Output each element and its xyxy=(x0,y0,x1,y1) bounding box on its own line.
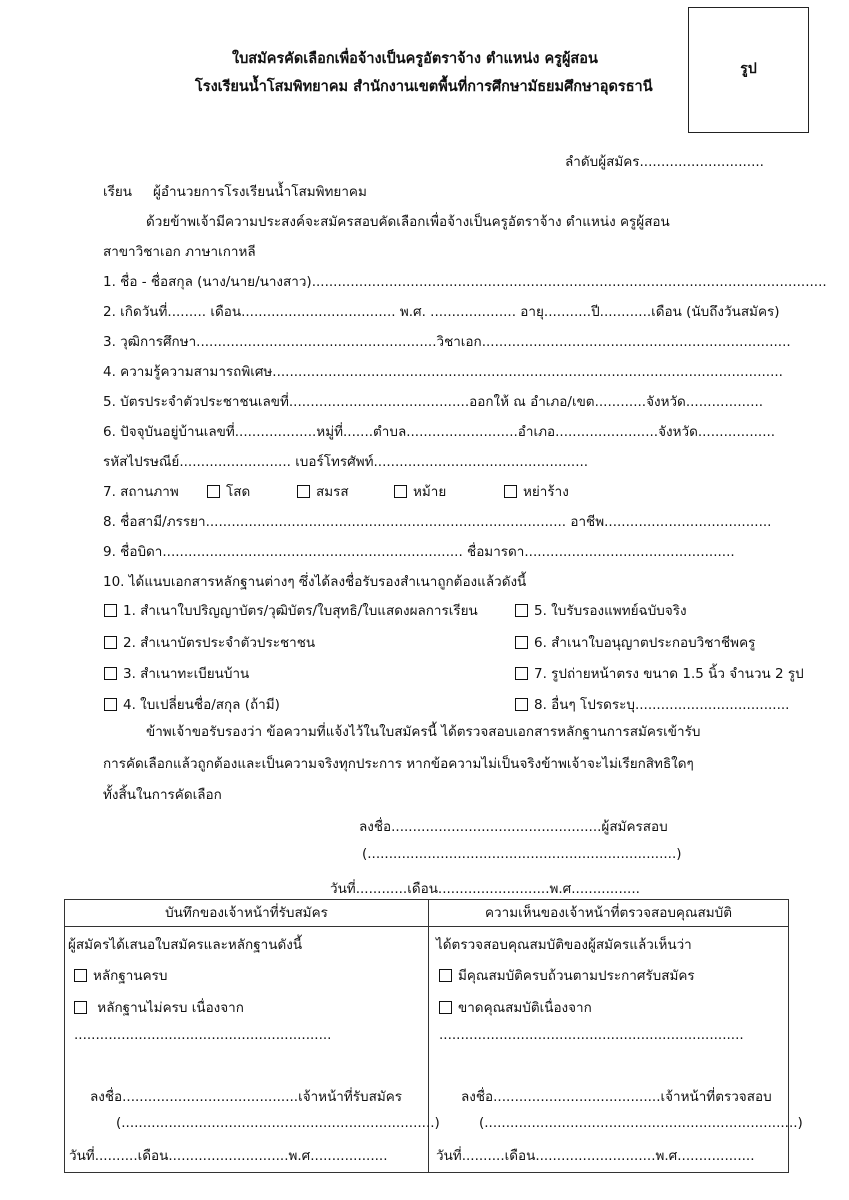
photo-box[interactable] xyxy=(688,7,809,133)
salutation-label: เรียน xyxy=(103,184,133,200)
applicant-printed-name[interactable]: (........................................................................) xyxy=(362,846,682,862)
form-title-line1: ใบสมัครคัดเลือกเพื่อจ้างเป็นครูอัตราจ้าง ตำแหน่ง ครูผู้สอน xyxy=(232,51,598,67)
checkbox-icon[interactable] xyxy=(394,485,407,498)
document-label: 1. สำเนาใบปริญญาบัตร/วุฒิบัตร/ใบสุทธิ/ใบแสดงผลการเรียน xyxy=(123,603,478,619)
checkbox-icon[interactable] xyxy=(74,969,87,982)
checkbox-icon[interactable] xyxy=(439,1001,452,1014)
photo-label: รูป xyxy=(740,61,757,77)
document-label: 4. ใบเปลี่ยนชื่อ/สกุล (ถ้ามี) xyxy=(123,697,280,713)
reviewer-signature[interactable]: ลงชื่อ.......................................เจ้าหน้าที่ตรวจสอบ xyxy=(461,1089,772,1105)
field-name[interactable]: 1. ชื่อ - ชื่อสกุล (นาง/นาย/นางสาว)........................................................................................................................ xyxy=(103,274,827,290)
registrar-date[interactable]: วันที่..........เดือน............................พ.ศ.................. xyxy=(69,1148,388,1164)
office-use-table xyxy=(64,899,803,1173)
checkbox-icon[interactable] xyxy=(439,969,452,982)
document-label: 6. สำเนาใบอนุญาตประกอบวิชาชีพครู xyxy=(534,635,756,651)
registrar-printed-name[interactable]: (.........................................................................) xyxy=(116,1115,440,1131)
document-label: 3. สำเนาทะเบียนบ้าน xyxy=(123,666,250,682)
reviewer-intro: ได้ตรวจสอบคุณสมบัติของผู้สมัครแล้วเห็นว่า xyxy=(436,937,692,953)
checkbox-icon[interactable] xyxy=(207,485,220,498)
intro-line-2: สาขาวิชาเอก ภาษาเกาหลี xyxy=(103,244,256,260)
document-item[interactable] xyxy=(104,662,249,684)
field-education[interactable]: 3. วุฒิการศึกษา........................................................วิชาเอก........................................................................ xyxy=(103,334,791,350)
declaration-line-3: ทั้งสิ้นในการคัดเลือก xyxy=(103,787,222,803)
applicant-date[interactable]: วันที่............เดือน..........................พ.ศ................ xyxy=(330,881,640,897)
option-label: หลักฐานครบ xyxy=(93,968,168,984)
registrar-option-incomplete[interactable] xyxy=(74,996,244,1018)
attached-documents-heading: 10. ได้แนบเอกสารหลักฐานต่างๆ ซึ่งได้ลงชื่อรับรองสำเนาถูกต้องแล้วดังนี้ xyxy=(103,574,527,590)
document-item[interactable] xyxy=(104,599,478,621)
checkbox-icon[interactable] xyxy=(515,667,528,680)
registrar-reason-line[interactable]: ............................................................ xyxy=(74,1027,332,1043)
marital-option-label: สมรส xyxy=(316,484,349,500)
marital-option-label: หม้าย xyxy=(413,484,447,500)
reviewer-reason-line[interactable]: ....................................................................... xyxy=(439,1027,744,1043)
marital-option-divorced[interactable] xyxy=(504,480,569,502)
office-left-header: บันทึกของเจ้าหน้าที่รับสมัคร xyxy=(65,900,429,927)
document-item[interactable] xyxy=(104,693,280,715)
document-item[interactable] xyxy=(515,631,755,653)
marital-option-married[interactable] xyxy=(297,480,349,502)
declaration-line-2: การคัดเลือกแล้วถูกต้องและเป็นความจริงทุกประการ หากข้อความไม่เป็นจริงข้าพเจ้าจะไม่เรียกสิทธิใดๆ xyxy=(103,756,694,772)
marital-option-widowed[interactable] xyxy=(394,480,446,502)
document-item[interactable] xyxy=(104,631,315,653)
field-spouse[interactable]: 8. ชื่อสามี/ภรรยา.................................................................................... อาชีพ....................................... xyxy=(103,514,772,530)
registrar-intro: ผู้สมัครได้เสนอใบสมัครและหลักฐานดังนี้ xyxy=(68,937,303,953)
document-item[interactable] xyxy=(515,599,687,621)
option-label: หลักฐานไม่ครบ เนื่องจาก xyxy=(93,1000,244,1016)
checkbox-icon[interactable] xyxy=(104,636,117,649)
checkbox-icon[interactable] xyxy=(504,485,517,498)
checkbox-icon[interactable] xyxy=(297,485,310,498)
field-address[interactable]: 6. ปัจจุบันอยู่บ้านเลขที่...................หมู่ที่.......ตำบล..........................อำเภอ........................จังหวัด.................. xyxy=(103,424,776,440)
field-parents[interactable]: 9. ชื่อบิดา...................................................................... ชื่อมารดา................................................. xyxy=(103,544,735,560)
document-item[interactable] xyxy=(515,662,804,684)
document-label: 8. อื่นๆ โปรดระบุ.................................... xyxy=(534,697,790,713)
checkbox-icon[interactable] xyxy=(74,1001,87,1014)
checkbox-icon[interactable] xyxy=(104,604,117,617)
office-right-header: ความเห็นของเจ้าหน้าที่ตรวจสอบคุณสมบัติ xyxy=(429,900,789,927)
form-title-line2: โรงเรียนน้ำโสมพิทยาคม สำนักงานเขตพื้นที่การศึกษามัธยมศึกษาอุดรธานี xyxy=(195,79,653,95)
document-label: 2. สำเนาบัตรประจำตัวประชาชน xyxy=(123,635,316,651)
applicant-signature[interactable]: ลงชื่อ.................................................ผู้สมัครสอบ xyxy=(359,819,668,835)
intro-line-1: ด้วยข้าพเจ้ามีความประสงค์จะสมัครสอบคัดเลือกเพื่อจ้างเป็นครูอัตราจ้าง ตำแหน่ง ครูผู้สอน xyxy=(146,214,670,230)
option-label: มีคุณสมบัติครบถ้วนตามประกาศรับสมัคร xyxy=(458,968,695,984)
marital-option-label: หย่าร้าง xyxy=(523,484,569,500)
registrar-notes-cell xyxy=(65,927,440,1173)
field-special-skills[interactable]: 4. ความรู้ความสามารถพิเศษ....................................................................................................................... xyxy=(103,364,783,380)
document-item[interactable] xyxy=(515,693,789,715)
applicant-number: ลำดับผู้สมัคร............................. xyxy=(565,154,764,170)
marital-option-label: โสด xyxy=(226,484,251,500)
registrar-signature[interactable]: ลงชื่อ.........................................เจ้าหน้าที่รับสมัคร xyxy=(90,1089,403,1105)
document-label: 5. ใบรับรองแพทย์ฉบับจริง xyxy=(534,603,687,619)
marital-option-single[interactable] xyxy=(207,480,250,502)
checkbox-icon[interactable] xyxy=(515,698,528,711)
field-id-card[interactable]: 5. บัตรประจำตัวประชาชนเลขที่..........................................ออกให้ ณ อำเภอ/เขต............จังหวัด.................. xyxy=(103,394,764,410)
reviewer-date[interactable]: วันที่..........เดือน............................พ.ศ.................. xyxy=(436,1148,755,1164)
field-birthdate[interactable]: 2. เกิดวันที่......... เดือน.................................... พ.ศ. .................... อายุ...........ปี............เดือน (นับถึงวันสมัคร) xyxy=(103,304,780,320)
checkbox-icon[interactable] xyxy=(515,604,528,617)
registrar-option-complete[interactable] xyxy=(74,964,167,986)
checkbox-icon[interactable] xyxy=(515,636,528,649)
field-postal-phone[interactable]: รหัสไปรษณีย์.......................... เบอร์โทรศัพท์.................................................. xyxy=(103,454,589,470)
document-label: 7. รูปถ่ายหน้าตรง ขนาด 1.5 นิ้ว จำนวน 2 รูป xyxy=(534,666,804,682)
marital-status-label: 7. สถานภาพ xyxy=(103,484,179,500)
qualification-reviewer-cell xyxy=(429,927,803,1173)
reviewer-printed-name[interactable]: (.........................................................................) xyxy=(479,1115,803,1131)
reviewer-option-unqualified[interactable] xyxy=(439,996,592,1018)
checkbox-icon[interactable] xyxy=(104,698,117,711)
checkbox-icon[interactable] xyxy=(104,667,117,680)
declaration-line-1: ข้าพเจ้าขอรับรองว่า ข้อความที่แจ้งไว้ในใบสมัครนี้ ได้ตรวจสอบเอกสารหลักฐานการสมัครเข้ารับ xyxy=(146,724,701,740)
salutation-recipient: ผู้อำนวยการโรงเรียนน้ำโสมพิทยาคม xyxy=(153,184,367,200)
reviewer-option-qualified[interactable] xyxy=(439,964,695,986)
option-label: ขาดคุณสมบัติเนื่องจาก xyxy=(458,1000,592,1016)
